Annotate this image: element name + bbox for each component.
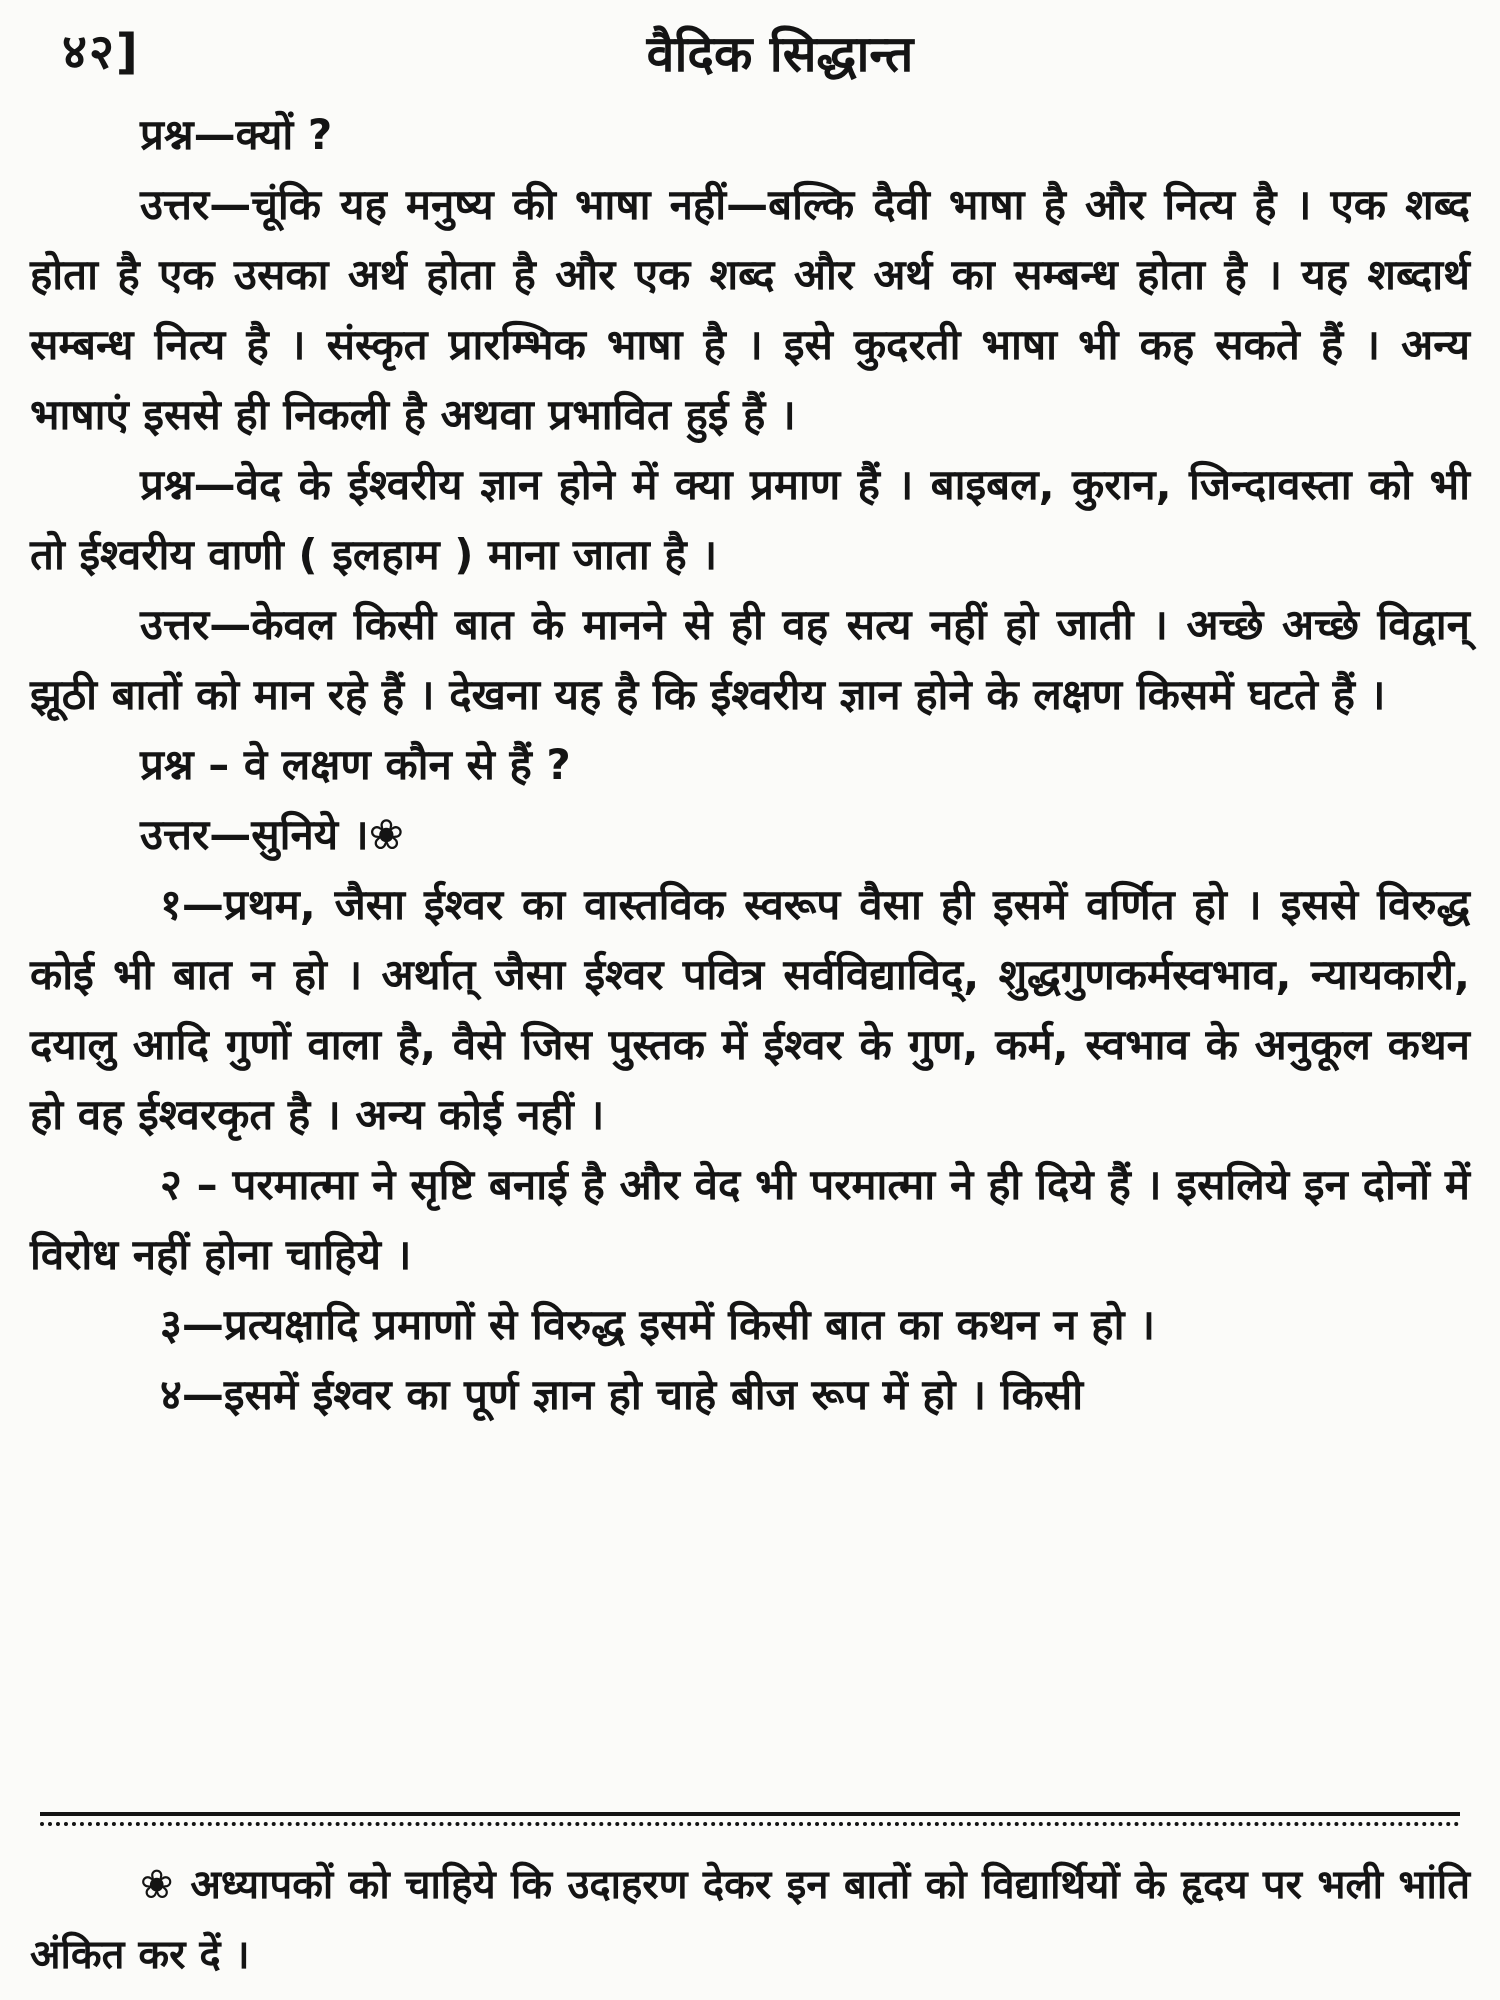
point-4: ४—इसमें ईश्वर का पूर्ण ज्ञान हो चाहे बीज रूप में हो । किसी bbox=[160, 1370, 1084, 1419]
running-title: वैदिक सिद्धान्त bbox=[646, 25, 914, 83]
question-proof: प्रश्न—वेद के ईश्वरीय ज्ञान होने में क्या प्रमाण हैं । बाइबल, कुरान, जिन्दावस्ता को भी तो ईश्वरीय वाणी ( इलहाम ) माना जाता है । bbox=[30, 460, 1470, 579]
answer-not-by-belief: उत्तर—केवल किसी बात के मानने से ही वह सत्य नहीं हो जाती । अच्छे अच्छे विद्वान् झूठी बातों को मान रहे हैं । देखना यह है कि ईश्वरीय ज्ञान होने के लक्षण किसमें घटते हैं । bbox=[30, 600, 1470, 719]
footnote: ❀ अध्यापकों को चाहिये कि उदाहरण देकर इन बातों को विद्यार्थियों के हृदय पर भली भांति अंकित कर दें । bbox=[30, 1862, 1470, 1978]
question-signs: प्रश्न – वे लक्षण कौन से हैं ? bbox=[140, 740, 571, 789]
point-2: २ – परमात्मा ने सृष्टि बनाई है और वेद भी परमात्मा ने ही दिये हैं । इसलिये इन दोनों में विरोध नहीं होना चाहिये । bbox=[30, 1160, 1470, 1279]
page-header bbox=[40, 14, 1480, 94]
page-number: ४२] bbox=[62, 24, 140, 80]
point-3: ३—प्रत्यक्षादि प्रमाणों से विरुद्ध इसमें किसी बात का कथन न हो । bbox=[160, 1300, 1156, 1349]
main-text bbox=[30, 100, 1470, 1430]
footnote-divider bbox=[40, 1812, 1460, 1826]
question-why: प्रश्न—क्यों ? bbox=[140, 110, 333, 159]
answer-listen: उत्तर—सुनिये ।❀ bbox=[140, 810, 404, 859]
point-1: १—प्रथम, जैसा ईश्वर का वास्तविक स्वरूप वैसा ही इसमें वर्णित हो । इससे विरुद्ध कोई भी बात न हो । अर्थात् जैसा ईश्वर पवित्र सर्वविद्याविद्, शुद्धगुणकर्मस्वभाव, न्यायकारी, दयालु आदि गुणों वाला है, वैसे जिस पुस्तक में ईश्वर के गुण, कर्म, स्वभाव के अनुकूल कथन हो वह ईश्वरकृत है । अन्य कोई नहीं । bbox=[30, 880, 1470, 1139]
answer-divine-language: उत्तर—चूंकि यह मनुष्य की भाषा नहीं—बल्कि दैवी भाषा है और नित्य है । एक शब्द होता है एक उसका अर्थ होता है और एक शब्द और अर्थ का सम्बन्ध होता है । यह शब्दार्थ सम्बन्ध नित्य है । संस्कृत प्रारम्भिक भाषा है । इसे कुदरती भाषा भी कह सकते हैं । अन्य भाषाएं इससे ही निकली है अथवा प्रभावित हुई हैं । bbox=[30, 180, 1470, 439]
